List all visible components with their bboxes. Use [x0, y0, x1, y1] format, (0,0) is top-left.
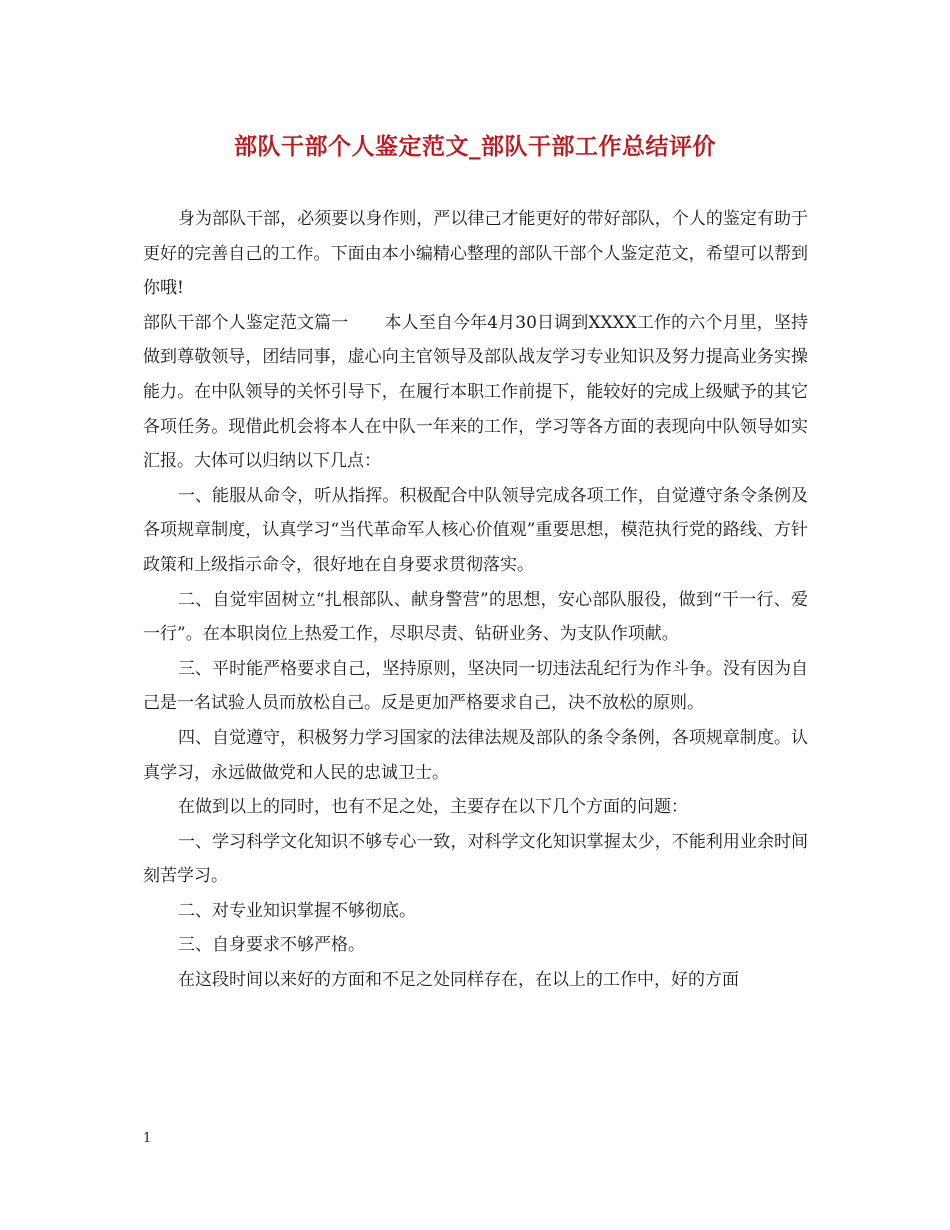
document-body: [143, 202, 808, 998]
section-body: 本人至自今年4月30日调到XXXX工作的六个月里，坚持做到尊敬领导，团结同事，虚心向主官领导及部队战友学习专业知识及努力提高业务实操能力。在中队领导的关怀引导下，在履行本职工作前提下，能较好的完成上级赋予的其它各项任务。现借此机会将本人在中队一年来的工作，学习等各方面的表现向中队领导如实汇报。大体可以归纳以下几点：: [143, 312, 808, 472]
paragraph-shortcomings-intro: 在做到以上的同时，也有不足之处，主要存在以下几个方面的问题：: [178, 797, 688, 818]
paragraph-point-two: 二、自觉牢固树立“扎根部队、献身警营”的思想，安心部队服役，做到“干一行、爱一行”。在本职岗位上热爱工作，尽职尽责、钻研业务、为支队作项献。: [143, 589, 808, 645]
section-heading: 部队干部个人鉴定范文篇一: [143, 312, 349, 333]
paragraph-point-one: 一、能服从命令，听从指挥。积极配合中队领导完成各项工作，自觉遵守条令条例及各项规章制度，认真学习“当代革命军人核心价值观”重要思想，模范执行党的路线、方针政策和上级指示命令，很好地在自身要求贯彻落实。: [143, 485, 808, 575]
paragraph-point-three: 三、平时能严格要求自己，坚持原则，坚决同一切违法乱纪行为作斗争。没有因为自己是一名试验人员而放松自己。反是更加严格要求自己，决不放松的原则。: [143, 658, 808, 714]
paragraph-conclusion: 在这段时间以来好的方面和不足之处同样存在，在以上的工作中，好的方面: [178, 970, 739, 991]
paragraph-point-four: 四、自觉遵守，积极努力学习国家的法律法规及部队的条令条例，各项规章制度。认真学习，永远做做党和人民的忠诚卫士。: [143, 727, 808, 783]
paragraph-shortcoming-two: 二、对专业知识掌握不够彻底。: [178, 900, 416, 921]
paragraph-shortcoming-one: 一、学习科学文化知识不够专心一致，对科学文化知识掌握太少，不能利用业余时间刻苦学习。: [143, 831, 808, 887]
page-number: 1: [143, 1131, 152, 1146]
paragraph-section-one: [143, 306, 808, 479]
document-title: 部队干部个人鉴定范文_部队干部工作总结评价: [234, 134, 716, 160]
paragraph-intro: 身为部队干部，必须要以身作则，严以律己才能更好的带好部队，个人的鉴定有助于更好的完善自己的工作。下面由本小编精心整理的部队干部个人鉴定范文，希望可以帮到你哦!: [143, 209, 808, 299]
paragraph-shortcoming-three: 三、自身要求不够严格。: [178, 935, 365, 956]
